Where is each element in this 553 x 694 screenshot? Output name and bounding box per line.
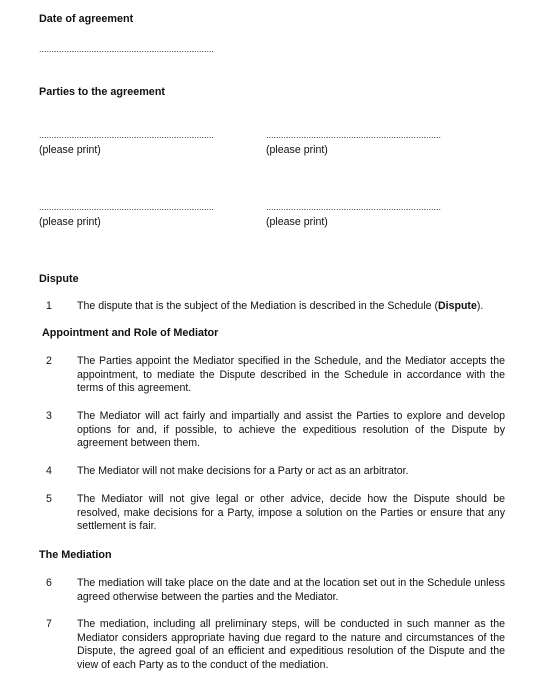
- party-2-signature-line[interactable]: ......................................................................: [266, 130, 442, 140]
- clause-3-number: 3: [46, 410, 52, 422]
- party-4-signature-line[interactable]: ......................................................................: [266, 202, 442, 212]
- party-3-signature-line[interactable]: ......................................................................: [39, 202, 215, 212]
- clause-1-text: [77, 300, 517, 314]
- dispute-defined-term: Dispute: [438, 300, 477, 312]
- clause-1-text-before: The dispute that is the subject of the Mediation is described in the Schedule (: [77, 300, 438, 312]
- parties-heading: Parties to the agreement: [39, 86, 166, 98]
- clause-1-text-after: ).: [476, 300, 484, 312]
- date-signature-line[interactable]: ......................................................................: [39, 44, 215, 54]
- clause-5-text: The Mediator will not give legal or other advice, decide how the Dispute should be resolved, make decisions for a Party, impose a solution on the Parties or ensure that any settlement is fair.: [77, 493, 505, 533]
- clause-2-text: The Parties appoint the Mediator specified in the Schedule, and the Mediator accepts the appointment, to mediate the Dispute described in the Schedule in accordance with the terms of this agreement.: [77, 355, 505, 395]
- dispute-heading: Dispute: [39, 273, 79, 285]
- clause-4-number: 4: [46, 465, 52, 477]
- party-4-print-label: (please print): [266, 216, 328, 228]
- clause-1-number: 1: [46, 300, 52, 312]
- clause-6-text: The mediation will take place on the date and at the location set out in the Schedule unless agreed otherwise between the parties and the Mediator.: [77, 577, 505, 603]
- clause-7-number: 7: [46, 618, 52, 630]
- mediation-heading: The Mediation: [39, 549, 112, 561]
- date-of-agreement-heading: Date of agreement: [39, 13, 134, 25]
- party-1-signature-line[interactable]: ......................................................................: [39, 130, 215, 140]
- party-2-print-label: (please print): [266, 144, 328, 156]
- clause-3-text: The Mediator will act fairly and impartially and assist the Parties to explore and develop options for and, if possible, to achieve the expeditious resolution of the Dispute by agreement between them.: [77, 410, 505, 450]
- clause-5-number: 5: [46, 493, 52, 505]
- clause-2-number: 2: [46, 355, 52, 367]
- clause-7-text: The mediation, including all preliminary steps, will be conducted in such manner as the Mediator considers appropriate having due regard to the nature and circumstances of the Dispute, the agreed goal of an efficient and expeditious resolution of the Dispute and the view of each Party as to the conduct of the mediation.: [77, 618, 505, 671]
- clause-4-text: The Mediator will not make decisions for a Party or act as an arbitrator.: [77, 465, 409, 477]
- party-3-print-label: (please print): [39, 216, 101, 228]
- party-1-print-label: (please print): [39, 144, 101, 156]
- appointment-heading: Appointment and Role of Mediator: [42, 327, 219, 339]
- clause-6-number: 6: [46, 577, 52, 589]
